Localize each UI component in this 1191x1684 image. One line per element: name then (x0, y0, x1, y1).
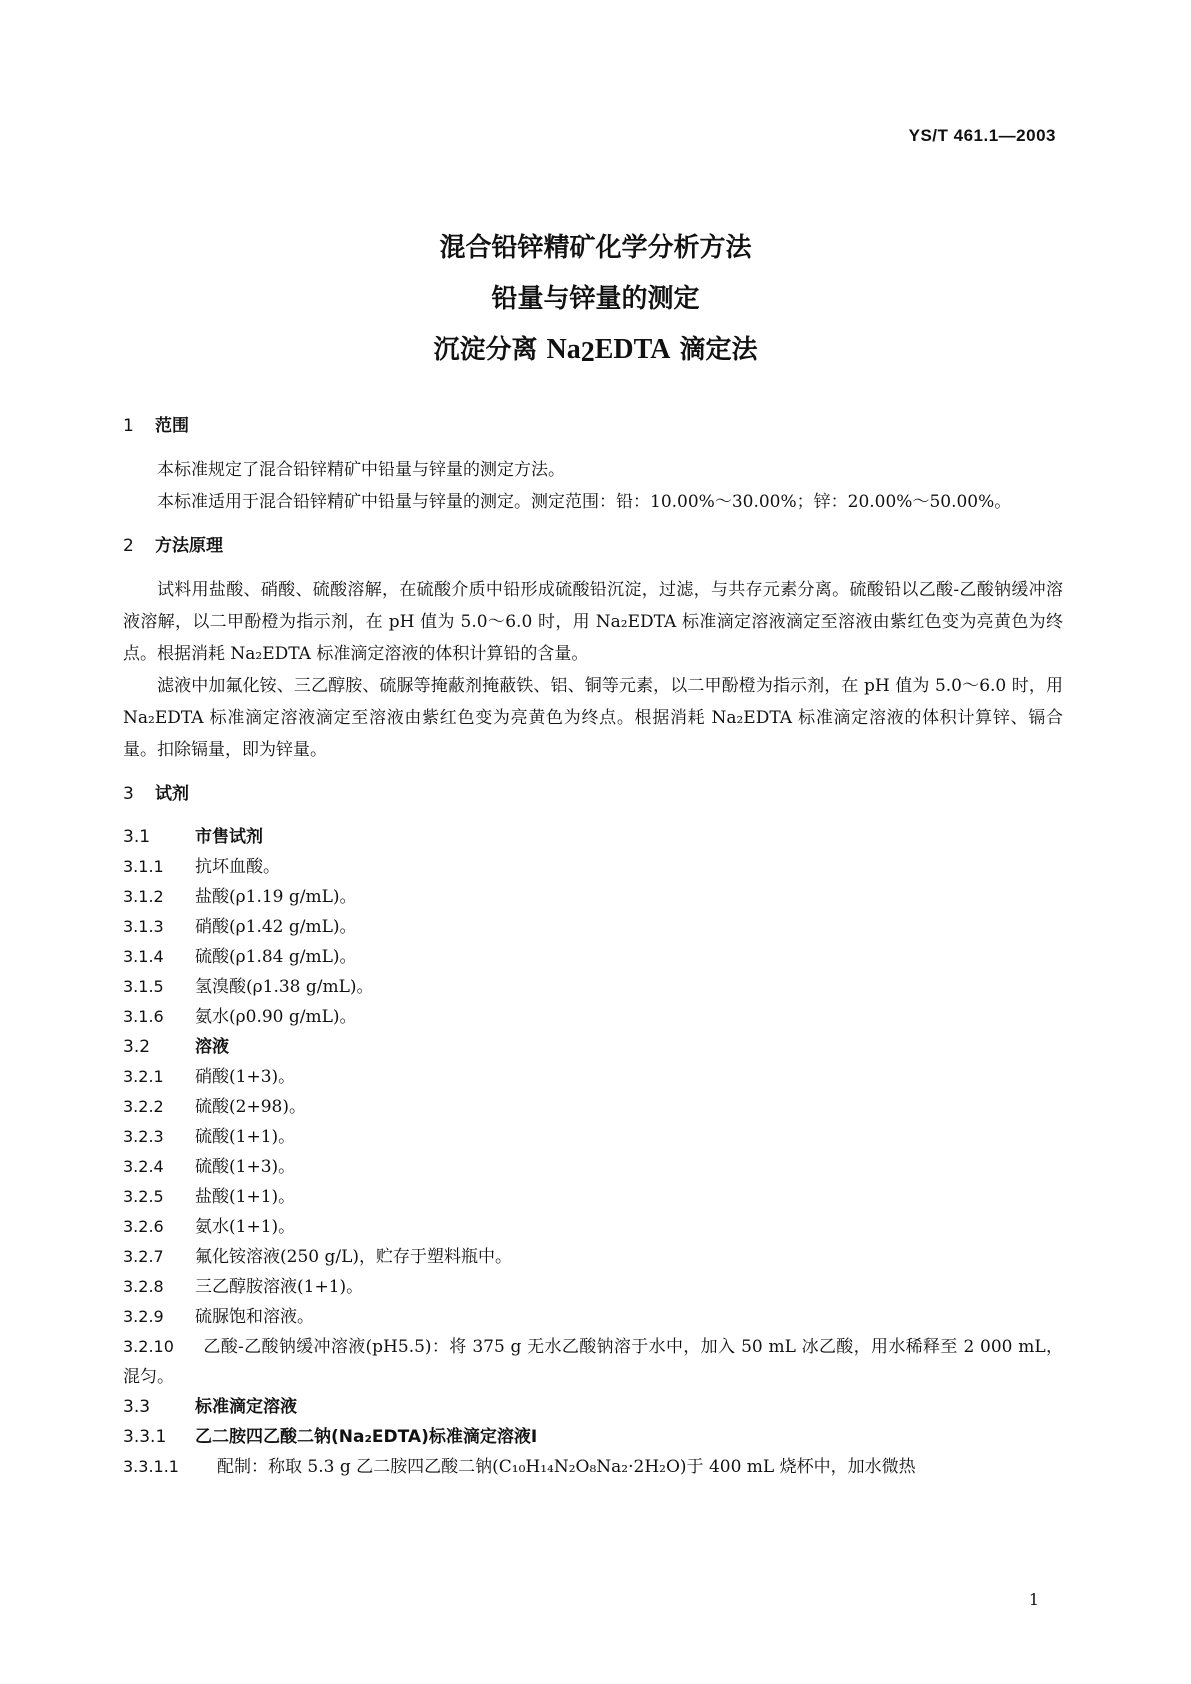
list-item (123, 1062, 1063, 1092)
standard-code: YS/T 461.1—2003 (908, 126, 1056, 145)
solutions-list (123, 1062, 1063, 1392)
item-text: 盐酸(ρ1.19 g/mL)。 (195, 887, 357, 907)
item-number: 3.1.2 (123, 887, 164, 906)
item-text: 氨水(ρ0.90 g/mL)。 (195, 1007, 357, 1027)
item-text: 氨水(1+1)。 (195, 1217, 296, 1237)
item-number: 3.2.4 (123, 1157, 164, 1176)
subsection-heading (123, 1422, 1063, 1452)
commercial-reagents-list (123, 852, 1063, 1032)
subsection-title: 乙二胺四乙酸二钠(Na₂EDTA)标准滴定溶液Ⅰ (195, 1427, 538, 1447)
subsection-heading (123, 822, 1063, 852)
item-text: 氢溴酸(ρ1.38 g/mL)。 (195, 977, 374, 997)
list-item (123, 882, 1063, 912)
title-edta: EDTA (594, 334, 671, 365)
item-text: 硫酸(ρ1.84 g/mL)。 (195, 947, 357, 967)
list-item (123, 1452, 1063, 1482)
section-title: 试剂 (155, 784, 189, 804)
section-heading (123, 530, 1063, 562)
section-number: 2 (123, 536, 134, 556)
subsection-number: 3.3.1 (123, 1427, 167, 1447)
paragraph: 本标准适用于混合铅锌精矿中铅量与锌量的测定。测定范围：铅：10.00%～30.00%；锌：20.00%～50.00%。 (157, 492, 1012, 512)
item-number: 3.1.3 (123, 917, 164, 936)
subsection-title: 市售试剂 (195, 827, 263, 847)
paragraph: 试料用盐酸、硝酸、硫酸溶解，在硫酸介质中铅形成硫酸铅沉淀，过滤，与共存元素分离。硫酸铅以乙酸-乙酸钠缓冲溶液溶解，以二甲酚橙为指示剂，在 pH 值为 5.0～6.0 时，用 Na₂EDTA 标准滴定溶液滴定至溶液由紫红色变为亮黄色为终点。根据消耗 Na₂EDTA 标准滴定溶液的体积计算铅的含量。 (123, 580, 1063, 664)
section-heading (123, 410, 1063, 442)
list-item (123, 1182, 1063, 1212)
item-number: 3.2.5 (123, 1187, 164, 1206)
item-number: 3.2.7 (123, 1247, 164, 1266)
list-item (123, 1212, 1063, 1242)
document-title (0, 228, 1191, 381)
list-item (123, 1002, 1063, 1032)
paragraph: 本标准规定了混合铅锌精矿中铅量与锌量的测定方法。 (157, 460, 565, 480)
subsection-number: 3.1 (123, 827, 151, 847)
subsection-number: 3.2 (123, 1037, 151, 1057)
item-number: 3.2.10 (123, 1337, 174, 1356)
item-number: 3.2.8 (123, 1277, 164, 1296)
title-line-3 (0, 330, 1191, 370)
section-number: 3 (123, 784, 134, 804)
item-number: 3.2.6 (123, 1217, 164, 1236)
item-text: 抗坏血酸。 (195, 857, 280, 877)
item-number: 3.1.6 (123, 1007, 164, 1026)
item-text: 乙酸-乙酸钠缓冲溶液(pH5.5)：将 375 g 无水乙酸钠溶于水中，加入 50 mL 冰乙酸，用水稀释至 2 000 mL，混匀。 (123, 1337, 1063, 1387)
item-number: 3.2.3 (123, 1127, 164, 1146)
title-line-2: 铅量与锌量的测定 (491, 284, 700, 314)
item-text: 硫酸(1+3)。 (195, 1157, 296, 1177)
list-item (123, 1092, 1063, 1122)
list-item (123, 912, 1063, 942)
title-na: Na (546, 334, 581, 365)
section-title: 范围 (155, 416, 189, 436)
subsection-heading (123, 1032, 1063, 1062)
item-text: 三乙醇胺溶液(1+1)。 (195, 1277, 364, 1297)
list-item (123, 1302, 1063, 1332)
title-line-3-prefix: 沉淀分离 (433, 335, 547, 365)
item-text: 硫脲饱和溶液。 (195, 1307, 314, 1327)
item-text: 硝酸(1+3)。 (195, 1067, 296, 1087)
subsection-title: 标准滴定溶液 (195, 1397, 297, 1417)
list-item (123, 1272, 1063, 1302)
page-number: 1 (1028, 1590, 1039, 1609)
item-number: 3.1.1 (123, 857, 164, 876)
list-item (123, 852, 1063, 882)
list-item (123, 972, 1063, 1002)
item-text: 盐酸(1+1)。 (195, 1187, 296, 1207)
paragraph: 滤液中加氟化铵、三乙醇胺、硫脲等掩蔽剂掩蔽铁、铝、铜等元素，以二甲酚橙为指示剂，在 pH 值为 5.0～6.0 时，用 Na₂EDTA 标准滴定溶液滴定至溶液由紫红色变为亮黄色为终点。根据消耗 Na₂EDTA 标准滴定溶液的体积计算锌、镉合量。扣除镉量，即为锌量。 (123, 676, 1063, 760)
title-na-subscript: 2 (580, 337, 595, 368)
item-text: 配制：称取 5.3 g 乙二胺四乙酸二钠(C₁₀H₁₄N₂O₈Na₂·2H₂O)于 400 mL 烧杯中，加水微热 (217, 1457, 916, 1477)
item-number: 3.2.1 (123, 1067, 164, 1086)
title-line-3-suffix: 滴定法 (670, 335, 758, 365)
subsection-number: 3.3 (123, 1397, 151, 1417)
subsection-title: 溶液 (195, 1037, 229, 1057)
document-body (123, 410, 1063, 1482)
item-text: 硝酸(ρ1.42 g/mL)。 (195, 917, 357, 937)
item-number: 3.1.5 (123, 977, 164, 996)
title-line-1: 混合铅锌精矿化学分析方法 (439, 233, 752, 263)
item-text: 硫酸(2+98)。 (195, 1097, 306, 1117)
subsection-heading (123, 1392, 1063, 1422)
item-number: 3.2.2 (123, 1097, 164, 1116)
section-title: 方法原理 (155, 536, 223, 556)
item-text: 硫酸(1+1)。 (195, 1127, 296, 1147)
list-item (123, 1122, 1063, 1152)
section-number: 1 (123, 416, 134, 436)
list-item (123, 1332, 1063, 1392)
list-item (123, 1242, 1063, 1272)
list-item (123, 942, 1063, 972)
section-heading (123, 778, 1063, 810)
item-number: 3.2.9 (123, 1307, 164, 1326)
item-text: 氟化铵溶液(250 g/L)，贮存于塑料瓶中。 (195, 1247, 513, 1267)
item-number: 3.3.1.1 (123, 1457, 179, 1476)
list-item (123, 1152, 1063, 1182)
item-number: 3.1.4 (123, 947, 164, 966)
